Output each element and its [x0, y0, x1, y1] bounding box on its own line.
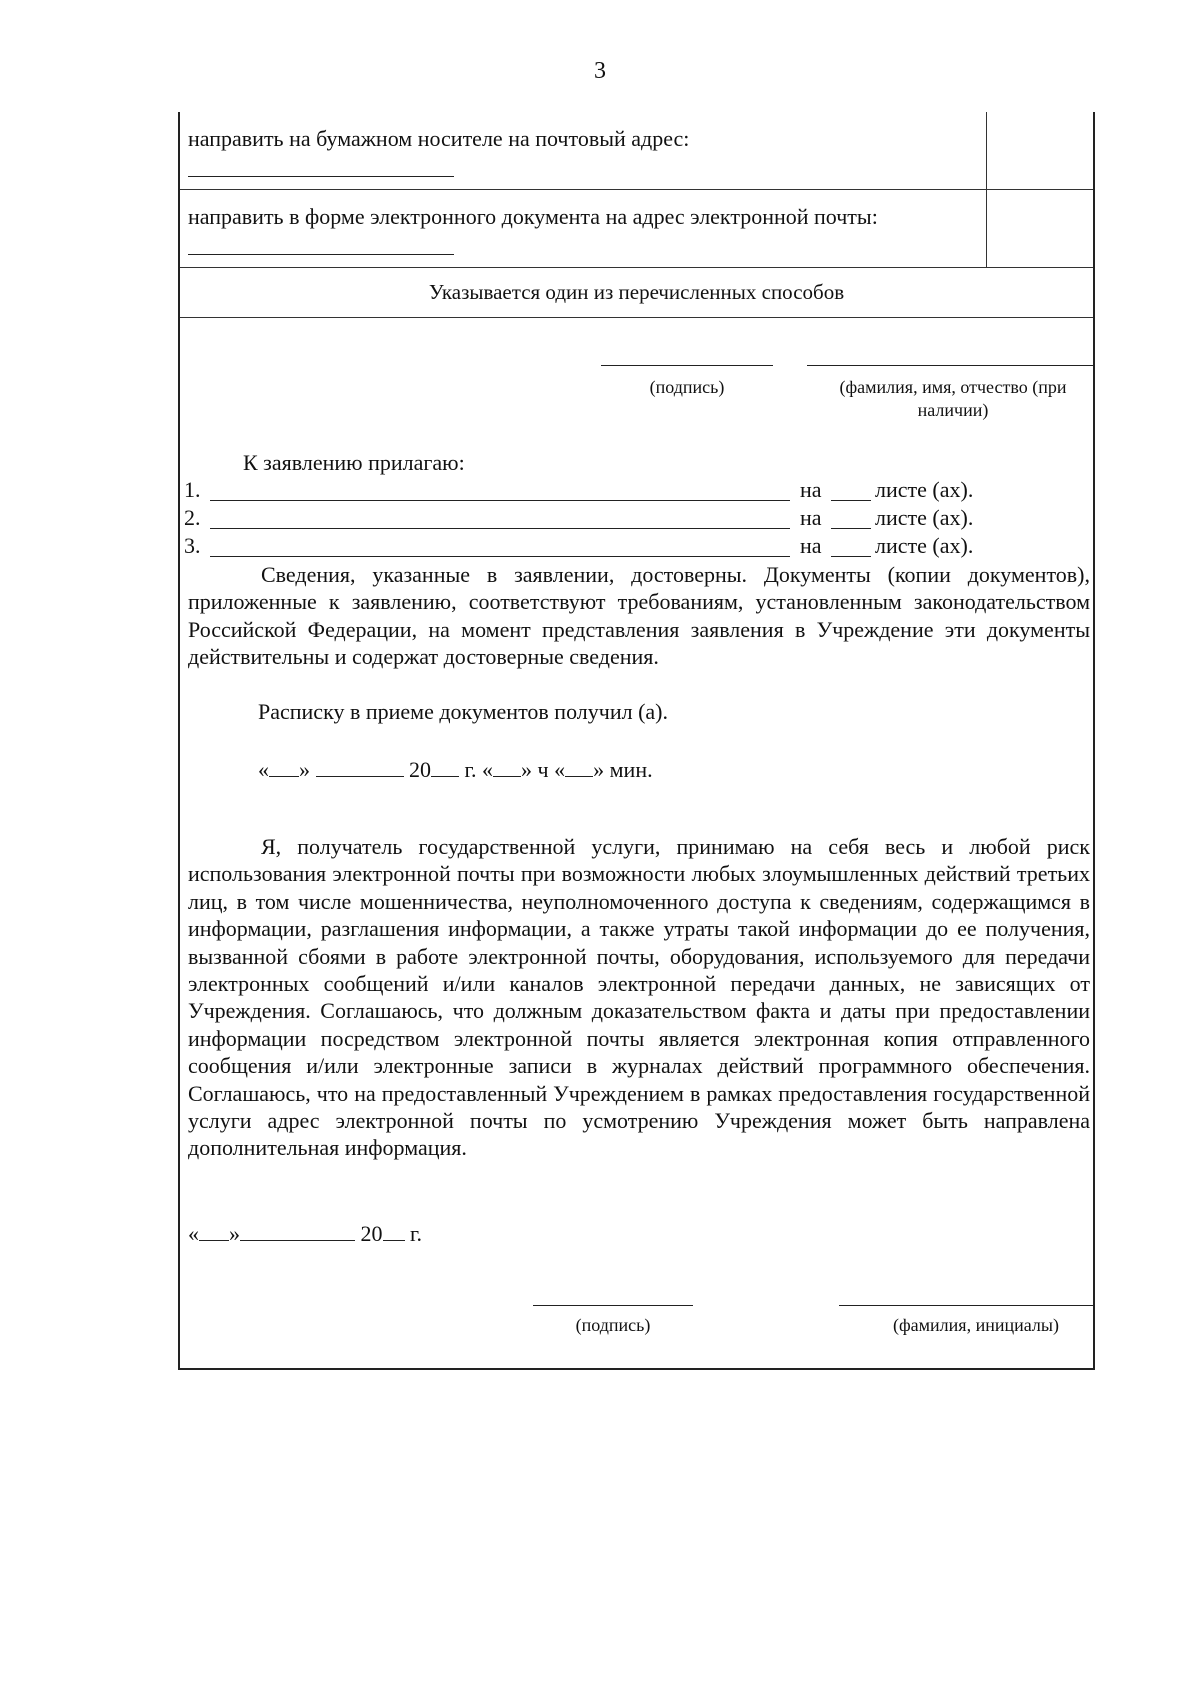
application-form-frame — [178, 112, 1095, 1370]
attachment-number: 3. — [184, 533, 201, 558]
receipt-statement: Расписку в приеме документов получил (а). — [258, 699, 668, 724]
signature-line[interactable] — [533, 1305, 693, 1306]
postal-address-blank[interactable] — [188, 176, 454, 177]
attachment-sheets: листе (ах). — [875, 533, 974, 558]
close-quote: » — [593, 757, 605, 782]
name-caption-line: (фамилия, имя, отчество (при — [839, 377, 1067, 397]
name-caption-line: наличии) — [917, 400, 989, 420]
minute-label: мин. — [609, 757, 653, 782]
century: 20 — [360, 1221, 383, 1246]
full-name-line[interactable] — [807, 365, 1093, 366]
initials-line[interactable] — [839, 1305, 1095, 1306]
attachment-number: 1. — [184, 477, 201, 502]
day-blank[interactable] — [199, 1222, 229, 1241]
signature-caption: (подпись) — [575, 1315, 651, 1335]
attachment-name-blank[interactable] — [210, 556, 790, 557]
hour-blank[interactable] — [493, 758, 521, 777]
minute-blank[interactable] — [565, 758, 593, 777]
close-quote: » — [299, 757, 310, 782]
century: 20 — [409, 757, 431, 782]
open-quote: « — [258, 757, 269, 782]
attachment-na: на — [800, 477, 822, 502]
checkbox-column-divider — [986, 112, 987, 268]
attachment-item — [180, 505, 1093, 533]
close-quote: » — [521, 757, 533, 782]
final-date — [188, 1221, 422, 1247]
delivery-note: Указывается один из перечисленных способов — [428, 280, 845, 304]
open-quote: « — [188, 1221, 199, 1246]
delivery-option-email — [180, 190, 1093, 268]
attachments-heading: К заявлению прилагаю: — [243, 450, 465, 475]
year-suffix: г. — [410, 1221, 423, 1246]
attachment-na: на — [800, 505, 822, 530]
name-caption — [817, 376, 1089, 422]
signature-caption: (подпись) — [649, 377, 725, 397]
delivery-option-postal — [180, 112, 1093, 190]
attachment-item — [180, 533, 1093, 561]
year-blank[interactable] — [431, 758, 459, 777]
year-suffix: г. — [464, 757, 477, 782]
close-quote: » — [229, 1221, 240, 1246]
initials-caption: (фамилия, инициалы) — [893, 1315, 1059, 1335]
attachment-number: 2. — [184, 505, 201, 530]
email-address-blank[interactable] — [188, 254, 454, 255]
attachment-name-blank[interactable] — [210, 528, 790, 529]
day-blank[interactable] — [269, 758, 299, 777]
open-quote: « — [482, 757, 494, 782]
attachment-sheets: листе (ах). — [875, 477, 974, 502]
sheet-count-blank[interactable] — [831, 556, 871, 557]
validity-statement: Сведения, указанные в заявлении, достоверны. Документы (копии документов), приложенные к заявлению, соответствуют требованиям, установленным законодательством Российской Федерации, на момент представления заявления в Учреждение эти документы действительны и содержат достоверные сведения. — [188, 562, 1090, 670]
receipt-datetime — [258, 757, 653, 783]
attachment-na: на — [800, 533, 822, 558]
month-blank[interactable] — [240, 1222, 355, 1241]
month-blank[interactable] — [316, 758, 404, 777]
sheet-count-blank[interactable] — [831, 500, 871, 501]
page-number: 3 — [594, 58, 606, 84]
year-blank[interactable] — [383, 1222, 405, 1241]
risk-statement: Я, получатель государственной услуги, принимаю на себя весь и любой риск использования электронной почты при возможности любых злоумышленных действий третьих лиц, в том числе мошенничества, неуполномоченного доступа к сведениям, содержащимся в информации, разглашения информации, а также утраты такой информации до ее получения, вызванной сбоями в работе электронной почты, оборудования, используемого для передачи электронных сообщений и/или каналов электронной передачи данных, не зависящих от Учреждения. Соглашаюсь, что должным доказательством факта и даты при предоставлении информации посредством электронной почты является электронная копия отправленного сообщения и/или электронные записи в журналах действий программного обеспечения. Соглашаюсь, что на предоставленный Учреждением в рамках предоставления государственной услуги адрес электронной почты по усмотрению Учреждения может быть направлена дополнительная информация. — [188, 834, 1090, 1161]
open-quote: « — [554, 757, 566, 782]
signature-line[interactable] — [601, 365, 773, 366]
delivery-option-label: направить на бумажном носителе на почтовый адрес: — [188, 126, 690, 151]
hour-label: ч — [537, 757, 549, 782]
attachment-sheets: листе (ах). — [875, 505, 974, 530]
delivery-option-label: направить в форме электронного документа на адрес электронной почты: — [188, 204, 878, 229]
sheet-count-blank[interactable] — [831, 528, 871, 529]
attachment-item — [180, 477, 1093, 505]
attachment-name-blank[interactable] — [210, 500, 790, 501]
delivery-note-row — [180, 268, 1093, 318]
